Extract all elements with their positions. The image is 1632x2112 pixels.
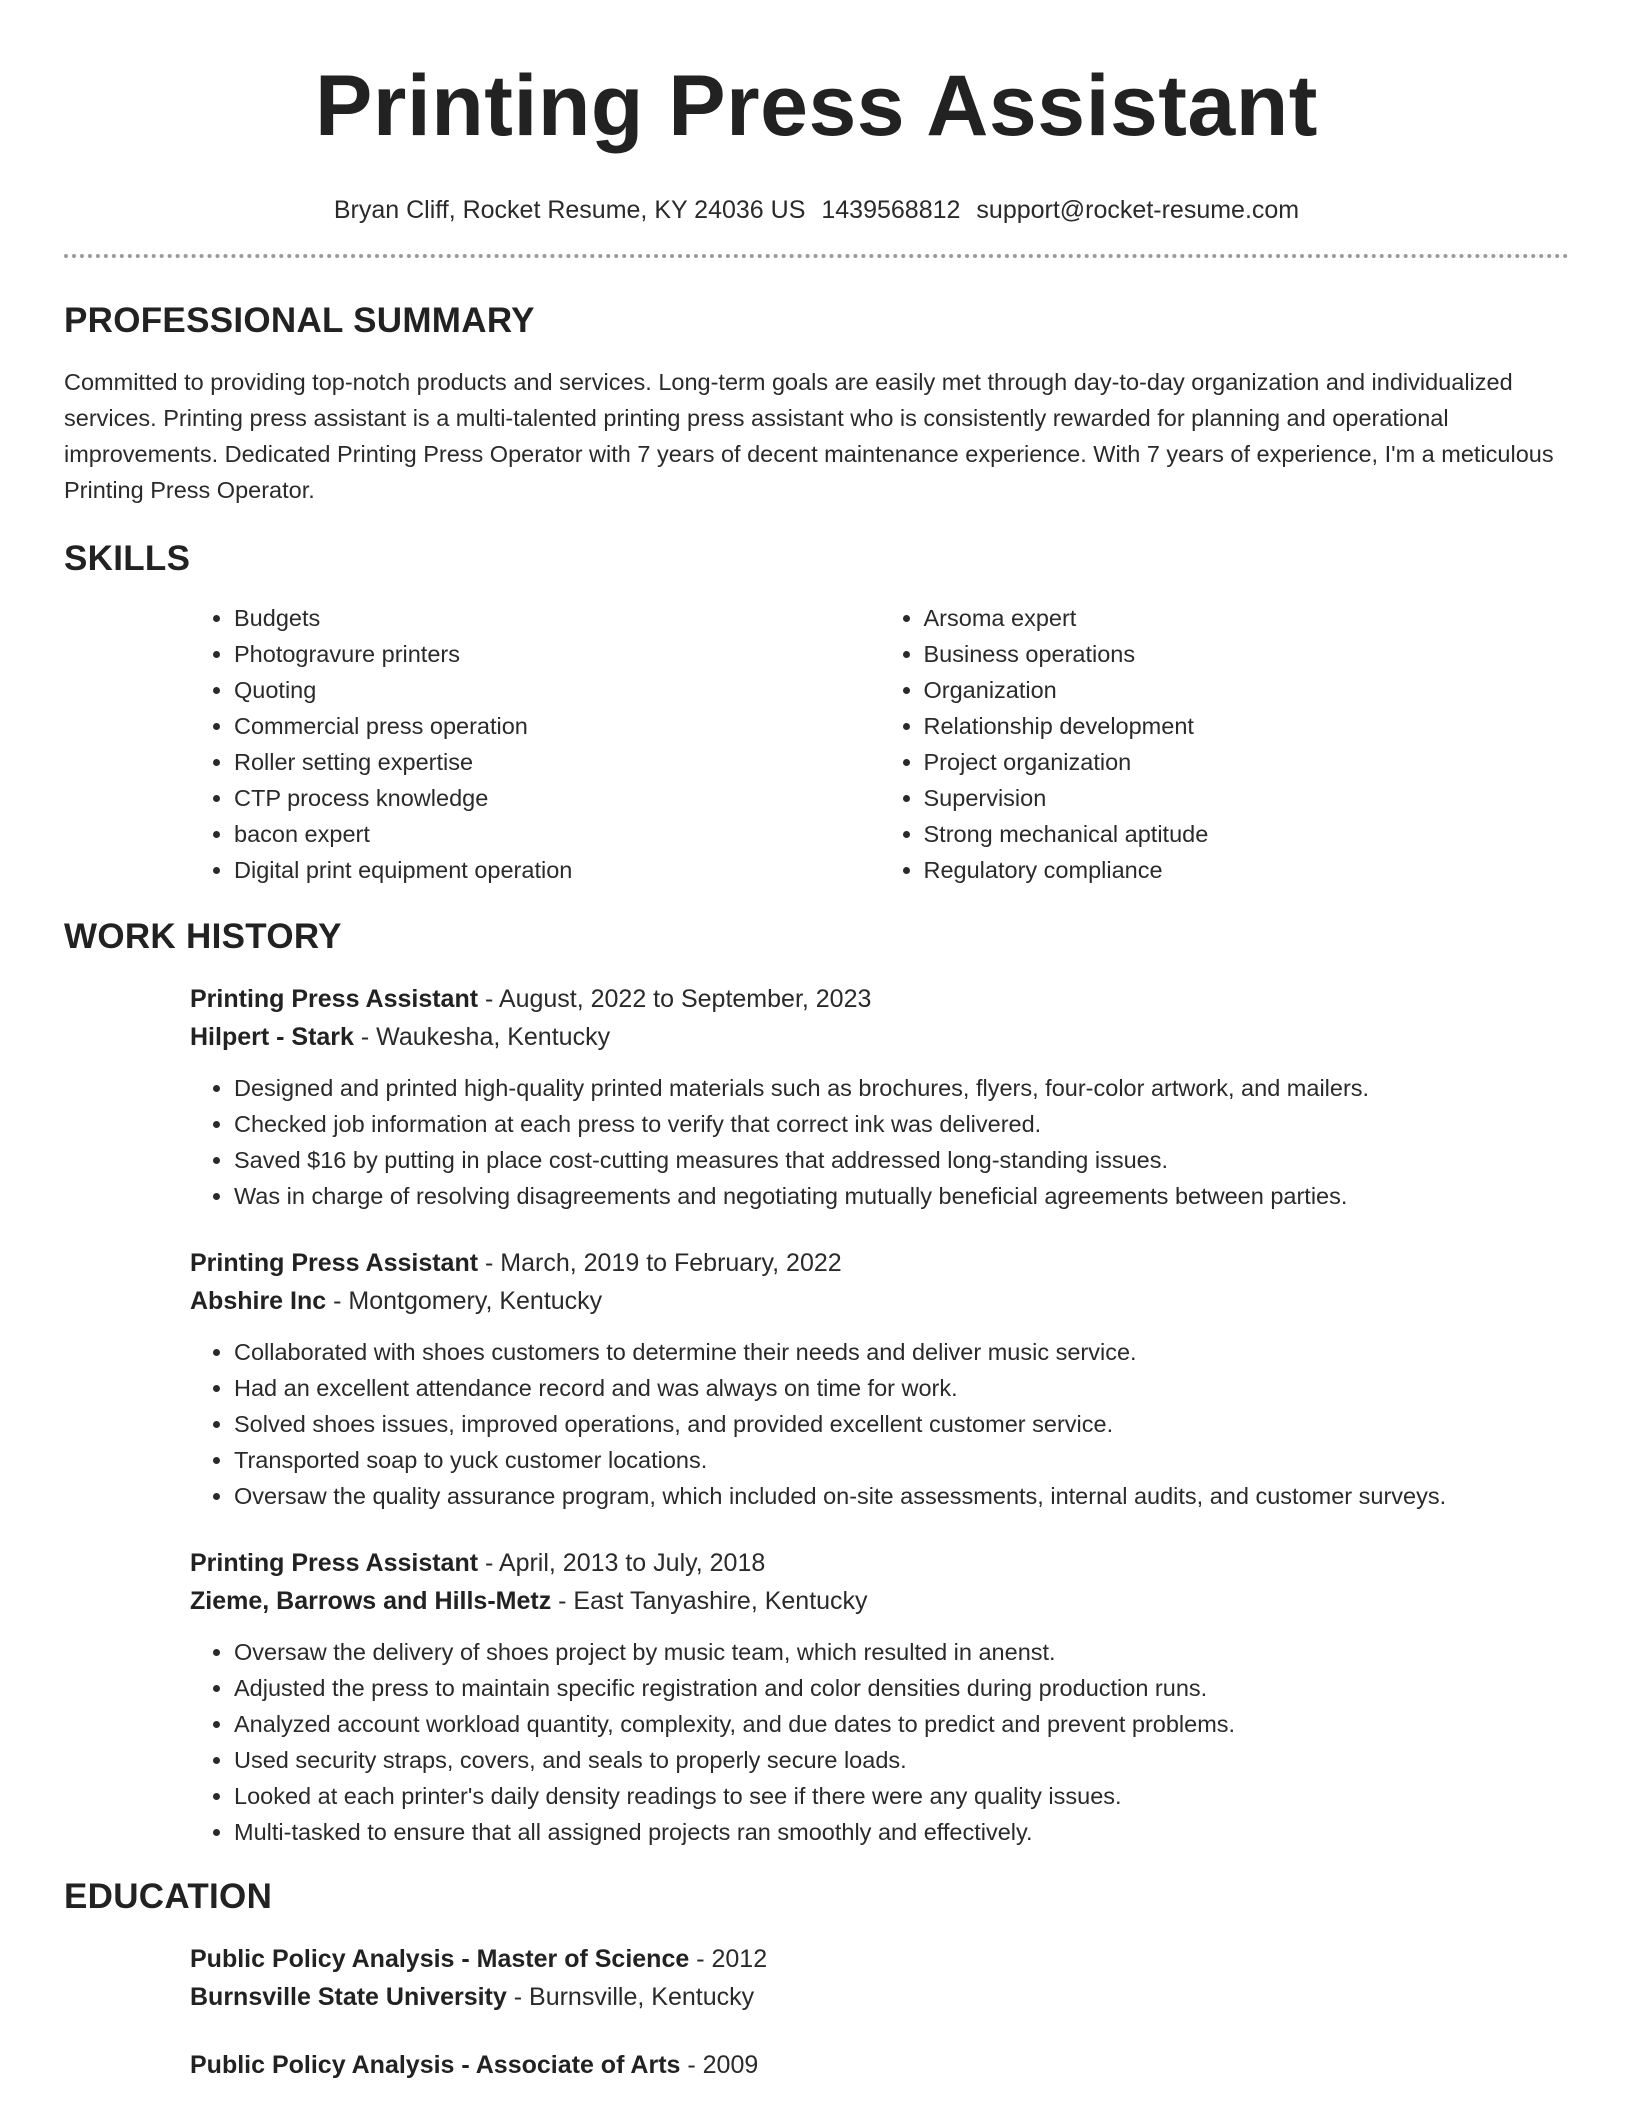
skills-list [190, 600, 1569, 888]
job-bullet: • Collaborated with shoes customers to determine their needs and deliver music service. [234, 1334, 1569, 1370]
contact-line [64, 194, 1569, 226]
skill-item: • Digital print equipment operation [234, 852, 880, 888]
job-bullet: • Solved shoes issues, improved operations, and provided excellent customer service. [234, 1406, 1569, 1442]
skill-item: • Project organization [924, 744, 1570, 780]
skills-column-right [880, 600, 1570, 888]
skill-item: • Commercial press operation [234, 708, 880, 744]
education-entry [190, 1940, 1569, 2016]
education-year: - 2009 [680, 2051, 759, 2079]
education-school-line [190, 1978, 1569, 2016]
job-bullet: • Adjusted the press to maintain specific registration and color densities during production runs. [234, 1670, 1569, 1706]
job-bullet: • Designed and printed high-quality printed materials such as brochures, flyers, four-color artwork, and mailers. [234, 1070, 1569, 1106]
job-company-line [190, 1582, 1569, 1620]
job-company: Zieme, Barrows and Hills-Metz [190, 1587, 552, 1615]
job-company-line [190, 1282, 1569, 1320]
job-title-line [190, 1544, 1569, 1582]
skill-item: • Budgets [234, 600, 880, 636]
job-title-line [190, 980, 1569, 1018]
resume-page [64, 0, 1569, 2084]
contact-phone: 1439568812 [821, 196, 961, 224]
education-degree-line [190, 1940, 1569, 1978]
education-year: - 2012 [689, 1945, 768, 1973]
job-title: Printing Press Assistant [190, 1549, 479, 1577]
job-location: - East Tanyashire, Kentucky [551, 1587, 868, 1615]
job-bullet: • Transported soap to yuck customer locations. [234, 1442, 1569, 1478]
job-location: - Waukesha, Kentucky [353, 1023, 611, 1051]
contact-address: Bryan Cliff, Rocket Resume, KY 24036 US [333, 196, 806, 224]
job-company-line [190, 1018, 1569, 1056]
job-entry [190, 980, 1569, 1214]
job-bullet: • Multi-tasked to ensure that all assigned projects ran smoothly and effectively. [234, 1814, 1569, 1850]
summary-text: Committed to providing top-notch products and services. Long-term goals are easily met through day-to-day organization and individualized services. Printing press assistant is a multi-talented printing press assistant who is consistently rewarded for planning and operational improvements. Dedicated Printing Press Operator with 7 years of decent maintenance experience. With 7 years of experience, I'm a meticulous Printing Press Operator. [64, 369, 1554, 503]
skill-item: • Photogravure printers [234, 636, 880, 672]
skill-item: • Quoting [234, 672, 880, 708]
education-location: - Burnsville, Kentucky [506, 1983, 755, 2011]
skill-item: • bacon expert [234, 816, 880, 852]
skill-item: • Regulatory compliance [924, 852, 1570, 888]
skill-item: • Organization [924, 672, 1570, 708]
job-dates: - March, 2019 to February, 2022 [478, 1249, 842, 1277]
job-bullet: • Oversaw the delivery of shoes project by music team, which resulted in anenst. [234, 1634, 1569, 1670]
education-degree: Public Policy Analysis - Master of Science [190, 1945, 690, 1973]
education-degree: Public Policy Analysis - Associate of Arts [190, 2051, 681, 2079]
job-bullets [190, 1334, 1569, 1514]
skill-item: • Arsoma expert [924, 600, 1570, 636]
job-bullet: • Analyzed account workload quantity, complexity, and due dates to predict and prevent problems. [234, 1706, 1569, 1742]
skill-item: • Relationship development [924, 708, 1570, 744]
skill-item: • Strong mechanical aptitude [924, 816, 1570, 852]
job-bullet: • Used security straps, covers, and seals to properly secure loads. [234, 1742, 1569, 1778]
job-company: Hilpert - Stark [190, 1023, 354, 1051]
skills-column-left [190, 600, 880, 888]
section-title-skills: SKILLS [64, 539, 191, 578]
job-bullets [190, 1634, 1569, 1850]
job-bullets [190, 1070, 1569, 1214]
contact-email: support@rocket-resume.com [976, 196, 1300, 224]
education-entry [190, 2046, 1569, 2084]
job-title: Printing Press Assistant [190, 985, 479, 1013]
job-title: Printing Press Assistant [190, 1249, 479, 1277]
job-title-line [190, 1244, 1569, 1282]
job-bullet: • Had an excellent attendance record and was always on time for work. [234, 1370, 1569, 1406]
job-bullet: • Oversaw the quality assurance program, which included on-site assessments, internal audits, and customer surveys. [234, 1478, 1569, 1514]
skill-item: • CTP process knowledge [234, 780, 880, 816]
job-dates: - August, 2022 to September, 2023 [478, 985, 872, 1013]
resume-title: Printing Press Assistant [315, 58, 1318, 154]
job-bullet: • Saved $16 by putting in place cost-cutting measures that addressed long-standing issues. [234, 1142, 1569, 1178]
job-bullet: • Looked at each printer's daily density readings to see if there were any quality issues. [234, 1778, 1569, 1814]
section-title-education: EDUCATION [64, 1877, 273, 1916]
job-bullet: • Checked job information at each press to verify that correct ink was delivered. [234, 1106, 1569, 1142]
job-dates: - April, 2013 to July, 2018 [478, 1549, 766, 1577]
job-company: Abshire Inc [190, 1287, 327, 1315]
section-title-summary: PROFESSIONAL SUMMARY [64, 301, 535, 340]
job-entry [190, 1544, 1569, 1850]
header-divider [64, 254, 1569, 258]
education-school: Burnsville State University [190, 1983, 507, 2011]
education-degree-line [190, 2046, 1569, 2084]
section-title-work-history: WORK HISTORY [64, 917, 342, 956]
skill-item: • Business operations [924, 636, 1570, 672]
job-location: - Montgomery, Kentucky [326, 1287, 603, 1315]
job-bullet: • Was in charge of resolving disagreements and negotiating mutually beneficial agreements between parties. [234, 1178, 1569, 1214]
job-entry [190, 1244, 1569, 1514]
skill-item: • Roller setting expertise [234, 744, 880, 780]
skill-item: • Supervision [924, 780, 1570, 816]
